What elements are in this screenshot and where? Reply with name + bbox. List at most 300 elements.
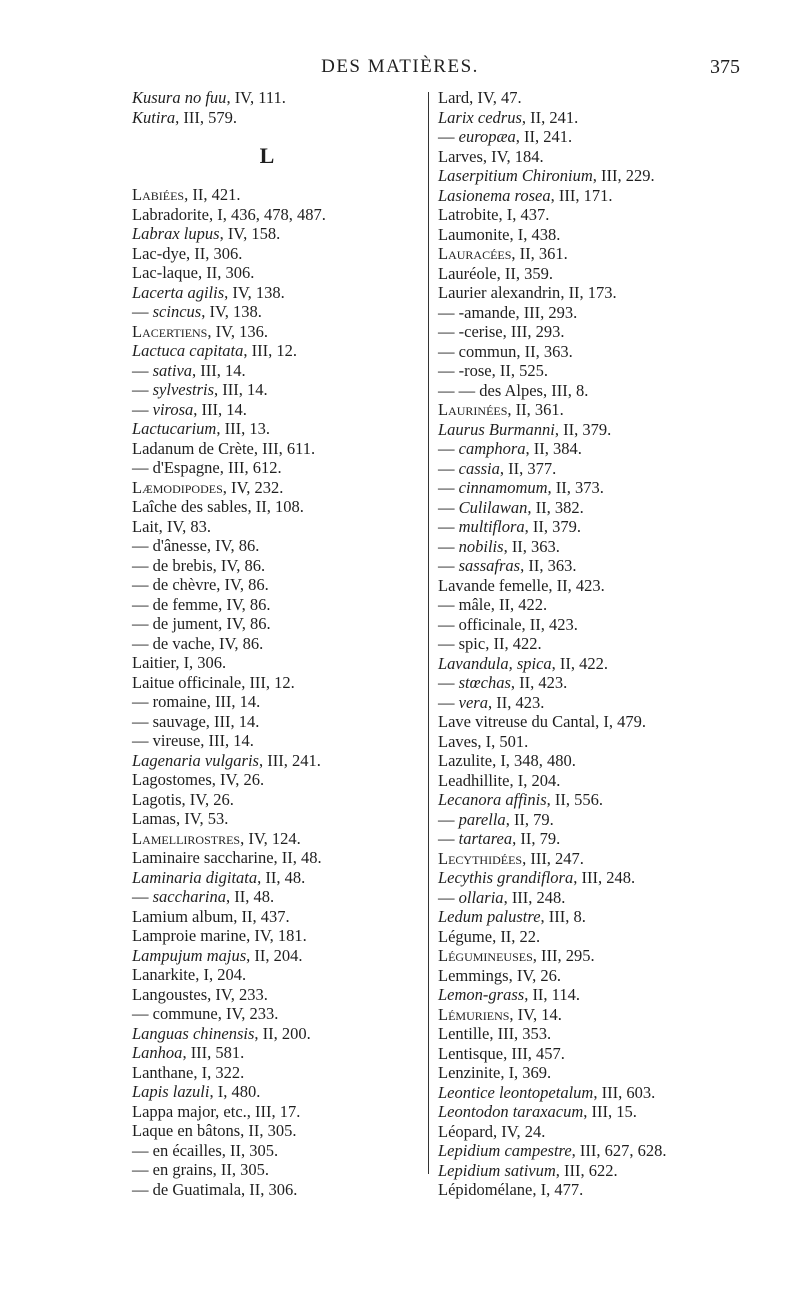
entry-term: multiflora — [458, 517, 525, 536]
index-entry — [438, 205, 738, 225]
index-entry — [132, 458, 422, 478]
column-divider — [428, 92, 429, 1174]
entry-reference: , III, 14. — [193, 399, 247, 419]
entry-dash: — — [132, 614, 153, 633]
entry-term: Laîche des sables — [132, 497, 248, 516]
entry-term: en écailles — [152, 1140, 222, 1160]
entry-dash: — — [438, 341, 459, 361]
index-entry — [132, 205, 422, 225]
entry-term: Larves — [438, 146, 483, 166]
entry-reference: , II, 422. — [551, 653, 609, 673]
index-entry — [132, 1063, 422, 1083]
entry-dash: — — [438, 829, 459, 848]
entry-reference: , III, 293. — [502, 322, 565, 341]
entry-term: Lanhoa — [132, 1043, 183, 1062]
running-header: DES MATIÈRES. — [321, 56, 479, 77]
entry-dash: — — [438, 634, 459, 653]
entry-reference: , III, 295. — [532, 946, 595, 965]
index-entry — [132, 88, 422, 108]
entry-reference: , I, 348, 480. — [492, 751, 576, 770]
entry-dash: — — [132, 1140, 153, 1160]
index-entry — [438, 576, 738, 596]
entry-term: Lac-laque — [132, 263, 198, 282]
entry-reference: , II, 423. — [548, 575, 605, 595]
entry-reference: , I, 436, 478, 487. — [208, 204, 326, 224]
index-entry — [132, 965, 422, 985]
index-entry — [132, 263, 422, 283]
entry-dash: — — [132, 633, 153, 653]
entry-term: Leontodon taraxacum — [438, 1102, 584, 1121]
entry-reference: , II, 22. — [492, 926, 541, 946]
index-entry — [132, 400, 422, 420]
index-entry — [132, 322, 422, 342]
entry-reference: , III, 247. — [522, 848, 584, 868]
index-entry — [438, 439, 738, 459]
index-entry — [438, 927, 738, 947]
index-entry — [438, 732, 738, 752]
entry-dash: — — [132, 302, 153, 321]
entry-reference: , IV, 47. — [469, 88, 522, 107]
entry-reference: , II, 422. — [490, 595, 548, 614]
entry-dash: — — [132, 360, 153, 380]
entry-term: commune — [152, 1004, 218, 1023]
entry-dash: — — [438, 887, 459, 907]
index-entry — [438, 517, 738, 537]
entry-reference: , I, 306. — [175, 653, 227, 672]
entry-reference: , III, 248. — [503, 887, 566, 907]
index-entry — [132, 244, 422, 264]
index-entry — [132, 751, 422, 771]
entry-term: Lard — [438, 88, 470, 107]
entry-term: d'Espagne — [152, 458, 220, 477]
entry-term: Laurinées — [438, 400, 508, 419]
entry-term: Lactuca capitata — [132, 341, 244, 360]
entry-reference: , II, 200. — [254, 1023, 311, 1043]
index-entry — [132, 614, 422, 634]
index-entry — [132, 1024, 422, 1044]
entry-term: Lepidium campestre — [438, 1141, 572, 1160]
entry-term: Laitue officinale — [132, 672, 242, 692]
index-entry — [132, 907, 422, 927]
entry-reference: , II, 241. — [515, 127, 573, 146]
entry-reference: , IV, 138. — [201, 302, 262, 321]
index-entry — [438, 1141, 738, 1161]
entry-reference: , IV, 232. — [222, 477, 284, 497]
index-entry — [438, 673, 738, 693]
index-entry — [132, 556, 422, 576]
entry-term: Laves — [438, 731, 478, 751]
entry-term: Lasionema rosea — [438, 185, 551, 205]
entry-reference: , II, 422. — [485, 634, 542, 653]
index-entry — [132, 439, 422, 459]
entry-term: Lampujum majus — [132, 945, 247, 965]
index-entry — [132, 517, 422, 537]
index-entry — [438, 342, 738, 362]
index-entry — [438, 498, 738, 518]
entry-term: mâle — [458, 595, 491, 614]
entry-term: Lagostomes — [132, 770, 212, 789]
entry-reference: , II, 306. — [197, 263, 255, 282]
entry-term: -rose — [458, 361, 492, 380]
entry-term: des Alpes — [479, 380, 543, 400]
index-entry — [438, 888, 738, 908]
index-entry — [438, 1161, 738, 1181]
entry-term: Lauracées — [438, 244, 512, 263]
entry-term: -cerise — [458, 322, 503, 341]
entry-term: Laminaria digitata — [132, 867, 258, 887]
entry-reference: , IV, 181. — [246, 926, 307, 945]
entry-reference: , III, 248. — [573, 868, 636, 887]
index-entry — [132, 809, 422, 829]
entry-term: Lanarkite — [132, 965, 196, 984]
index-entry — [132, 380, 422, 400]
entry-dash: — — [438, 458, 459, 478]
entry-reference: , III, 14. — [206, 692, 261, 711]
entry-reference: , II, 421. — [184, 185, 241, 204]
entry-term: sauvage — [152, 711, 206, 731]
entry-term: Culilawan — [458, 497, 528, 517]
entry-reference: , III, 13. — [216, 419, 270, 438]
index-entry — [438, 615, 738, 635]
entry-term: officinale — [458, 614, 522, 634]
index-entry — [132, 770, 422, 790]
entry-reference: , II, 48. — [225, 887, 275, 906]
index-entry — [438, 88, 738, 108]
entry-term: Laitier — [132, 653, 176, 672]
index-entry — [132, 790, 422, 810]
entry-dash: — — [132, 380, 153, 399]
entry-reference: , II, 173. — [560, 283, 617, 302]
index-entry — [132, 634, 422, 654]
entry-term: Lemmings — [438, 965, 509, 985]
index-entry — [132, 985, 422, 1005]
index-entry — [438, 108, 738, 128]
entry-dash: — — [132, 887, 153, 906]
letter-heading: L — [259, 143, 275, 168]
entry-reference: , I, 477. — [532, 1180, 584, 1199]
entry-reference: , IV, 158. — [219, 224, 281, 243]
index-entry — [438, 556, 738, 576]
entry-reference: , III, 611. — [253, 438, 316, 458]
entry-term: Lanthane — [132, 1062, 194, 1082]
index-entry — [438, 264, 738, 284]
entry-term: Lémuriens — [438, 1004, 510, 1024]
entry-term: Ladanum de Crète — [132, 438, 254, 458]
entry-term: tartarea — [458, 829, 513, 848]
entry-reference: , II, 379. — [554, 419, 612, 439]
index-entry — [132, 283, 422, 303]
entry-dash: — — [438, 614, 459, 634]
index-entry — [132, 341, 422, 361]
index-entry — [132, 1043, 422, 1063]
entry-term: Lépidomélane — [438, 1180, 533, 1199]
entry-reference: , II, 423. — [487, 692, 545, 712]
entry-term: de chèvre — [152, 575, 217, 594]
entry-term: Ledum palustre — [438, 907, 541, 926]
entry-reference: , III, 8. — [542, 380, 589, 400]
entry-term: Lappa major, etc. — [132, 1101, 247, 1121]
index-entry — [132, 868, 422, 888]
index-entry — [132, 926, 422, 946]
index-entry — [132, 478, 422, 498]
entry-reference: , II, 363. — [520, 556, 577, 575]
entry-reference: , IV, 24. — [492, 1121, 546, 1141]
index-entry — [438, 693, 738, 713]
entry-term: Latrobite — [438, 205, 499, 224]
entry-term: Lacerta agilis — [132, 282, 225, 302]
index-entry — [132, 1121, 422, 1141]
entry-reference: , III, 612. — [219, 458, 282, 477]
index-entry — [438, 537, 738, 557]
index-entry — [132, 497, 422, 517]
index-entry — [132, 731, 422, 751]
index-entry — [438, 147, 738, 167]
entry-term: nobilis — [458, 536, 504, 556]
entry-reference: , II, 423. — [521, 614, 578, 634]
entry-term: de vache — [152, 633, 211, 653]
entry-reference: , III, 171. — [550, 185, 613, 205]
entry-reference: , III, 14. — [200, 731, 254, 750]
entry-dash: — — [438, 302, 459, 322]
entry-term: Lecanora affinis — [438, 790, 547, 809]
entry-reference: , II, 556. — [546, 790, 604, 809]
entry-term: de brebis — [152, 555, 213, 575]
entry-reference: , IV, 111. — [226, 88, 286, 107]
entry-reference: , I, 204. — [509, 770, 561, 790]
page-number: 375 — [710, 56, 740, 78]
entry-term: Lamas — [132, 809, 176, 828]
index-entry — [438, 790, 738, 810]
entry-reference: , IV, 86. — [216, 575, 269, 594]
entry-term: Lepidium sativum — [438, 1160, 556, 1180]
index-entry — [438, 244, 738, 264]
entry-term: Laurus Burmanni — [438, 419, 555, 439]
entry-reference: , IV, 233. — [217, 1004, 279, 1023]
entry-reference: , II, 108. — [247, 497, 304, 516]
entry-reference: , III, 579. — [175, 107, 237, 127]
entry-dash: — — [438, 517, 459, 536]
entry-dash: — — [438, 809, 459, 829]
entry-reference: , I, 501. — [477, 731, 529, 751]
entry-reference: , IV, 83. — [158, 516, 211, 536]
entry-reference: , II, 305. — [212, 1160, 270, 1179]
entry-dash: — — [438, 361, 459, 380]
index-entry — [132, 887, 422, 907]
entry-dash: — — [438, 556, 459, 575]
index-entry — [438, 166, 738, 186]
entry-dash: — — [438, 536, 459, 556]
entry-reference: , III, 12. — [241, 672, 295, 692]
entry-term: cassia — [458, 458, 500, 478]
index-entry — [438, 868, 738, 888]
entry-term: Lavande femelle — [438, 575, 549, 595]
entry-reference: , IV, 138. — [224, 282, 285, 302]
entry-reference: , IV, 233. — [207, 984, 268, 1004]
index-entry — [438, 283, 738, 303]
index-entry — [438, 1083, 738, 1103]
index-entry — [132, 185, 422, 205]
entry-term: Lazulite — [438, 751, 493, 770]
entry-reference: , II, 359. — [496, 263, 554, 283]
entry-term: Labradorite — [132, 204, 209, 224]
entry-reference: , III, 14. — [214, 380, 268, 399]
index-entry — [132, 1004, 422, 1024]
entry-term: Larix cedrus — [438, 107, 522, 127]
entry-term: Lagenaria vulgaris — [132, 750, 259, 770]
entry-term: Lapis lazuli — [132, 1082, 210, 1101]
index-entry — [438, 712, 738, 732]
entry-reference: , III, 8. — [540, 907, 586, 926]
index-entry — [438, 654, 738, 674]
entry-dash: — — [438, 595, 459, 614]
entry-reference: , II, 437. — [233, 906, 290, 926]
entry-term: commun — [458, 341, 517, 361]
entry-reference: , III, 603. — [593, 1082, 656, 1102]
entry-dash: — — [438, 478, 459, 497]
index-entry — [438, 322, 738, 342]
index-entry — [438, 829, 738, 849]
index-column-left — [132, 88, 422, 1199]
index-entry — [132, 848, 422, 868]
entry-term: Labiées — [132, 185, 185, 204]
entry-dash: — — [132, 692, 153, 711]
entry-term: Lait — [132, 516, 159, 536]
entry-reference: , IV, 136. — [207, 321, 269, 341]
entry-term: saccharina — [152, 887, 226, 906]
entry-term: d'ânesse — [152, 536, 207, 555]
index-entry — [438, 849, 738, 869]
entry-reference: , III, 353. — [489, 1024, 552, 1043]
entry-reference: , IV, 86. — [210, 633, 264, 653]
entry-reference: , III, 457. — [503, 1043, 565, 1063]
entry-term: Læmodipodes — [132, 477, 223, 497]
index-entry — [132, 224, 422, 244]
entry-term: vireuse — [152, 731, 201, 750]
entry-reference: , IV, 86. — [206, 536, 260, 555]
entry-reference: , II, 379. — [524, 517, 582, 536]
index-entry — [132, 536, 422, 556]
entry-dash: — — [132, 1160, 153, 1179]
entry-reference: , II, 361. — [511, 244, 568, 263]
entry-term: scincus — [152, 302, 202, 321]
entry-term: Lemon-grass — [438, 985, 525, 1004]
entry-term: Laumonite — [438, 224, 510, 244]
index-entry — [438, 751, 738, 771]
entry-reference: , II, 361. — [507, 400, 564, 419]
index-entry — [438, 595, 738, 615]
entry-term: camphora — [458, 439, 526, 458]
index-entry — [438, 381, 738, 401]
entry-reference: , II, 241. — [521, 107, 579, 127]
entry-term: Leontice leontopetalum — [438, 1082, 594, 1102]
entry-term: de jument — [152, 614, 219, 633]
entry-term: europæa — [458, 127, 516, 146]
entry-term: Lacertiens — [132, 321, 208, 341]
index-entry — [132, 829, 422, 849]
entry-term: Lecythis grandiflora — [438, 868, 574, 887]
entry-term: Lac-dye — [132, 243, 187, 263]
entry-term: Lavandula, spica — [438, 653, 552, 673]
index-entry — [132, 712, 422, 732]
index-entry — [438, 478, 738, 498]
entry-reference: , III, 241. — [258, 750, 321, 770]
entry-reference: , I, 369. — [500, 1063, 552, 1082]
entry-reference: , II, 305. — [240, 1121, 297, 1140]
index-entry — [132, 419, 422, 439]
entry-term: Lentille — [438, 1024, 490, 1043]
entry-dash: — — [438, 497, 459, 517]
index-entry — [132, 361, 422, 381]
index-entry — [132, 1180, 422, 1200]
entry-dash: — — [132, 731, 153, 750]
entry-dash: — — [132, 594, 153, 614]
index-entry — [438, 459, 738, 479]
entry-term: Lentisque — [438, 1043, 504, 1063]
entry-reference: , III, 15. — [583, 1102, 637, 1121]
entry-reference: , III, 14. — [205, 711, 260, 731]
entry-reference: , I, 438. — [509, 224, 561, 244]
entry-term: cinnamomum — [458, 478, 548, 497]
index-entry — [438, 907, 738, 927]
entry-term: Lactucarium — [132, 419, 217, 438]
entry-dash: — — [132, 555, 153, 575]
entry-term: Labrax lupus — [132, 224, 220, 243]
entry-reference: , II, 114. — [524, 985, 580, 1004]
entry-dash: — — — [438, 380, 480, 400]
entry-reference: , IV, 86. — [212, 555, 266, 575]
entry-term: Lamium album — [132, 906, 234, 926]
index-entry — [438, 966, 738, 986]
entry-reference: , II, 373. — [547, 478, 604, 497]
index-entry — [438, 771, 738, 791]
index-entry — [132, 575, 422, 595]
index-entry — [438, 225, 738, 245]
entry-reference: , II, 79. — [512, 829, 561, 848]
entry-reference: , IV, 53. — [175, 809, 229, 828]
index-entry — [438, 186, 738, 206]
entry-term: Laurier alexandrin — [438, 283, 561, 302]
index-entry — [132, 673, 422, 693]
entry-term: Légume — [438, 926, 493, 946]
entry-reference: , II, 423. — [510, 673, 568, 692]
entry-term: spic — [458, 634, 486, 653]
entry-reference: , IV, 14. — [509, 1004, 562, 1024]
entry-dash: — — [438, 692, 459, 712]
entry-dash: — — [132, 458, 153, 477]
entry-reference: , III, 622. — [555, 1160, 618, 1180]
entry-term: sativa — [152, 360, 193, 380]
index-entry — [132, 653, 422, 673]
index-entry — [132, 946, 422, 966]
entry-dash: — — [132, 575, 153, 594]
entry-dash: — — [438, 673, 459, 692]
entry-dash: — — [132, 399, 153, 419]
index-entry — [132, 692, 422, 712]
entry-term: sylvestris — [152, 380, 215, 399]
entry-term: Lamproie marine — [132, 926, 247, 945]
entry-reference: , IV, 86. — [218, 594, 271, 614]
index-entry — [438, 1024, 738, 1044]
index-entry — [438, 1122, 738, 1142]
entry-reference: , IV, 86. — [218, 614, 271, 633]
entry-dash: — — [438, 439, 459, 458]
entry-reference: , I, 437. — [498, 205, 550, 224]
entry-reference: , III, 229. — [592, 166, 655, 185]
entry-term: Lenzinite — [438, 1063, 501, 1082]
index-entry — [132, 1082, 422, 1102]
index-entry — [438, 634, 738, 654]
entry-term: Kutira — [132, 107, 176, 127]
